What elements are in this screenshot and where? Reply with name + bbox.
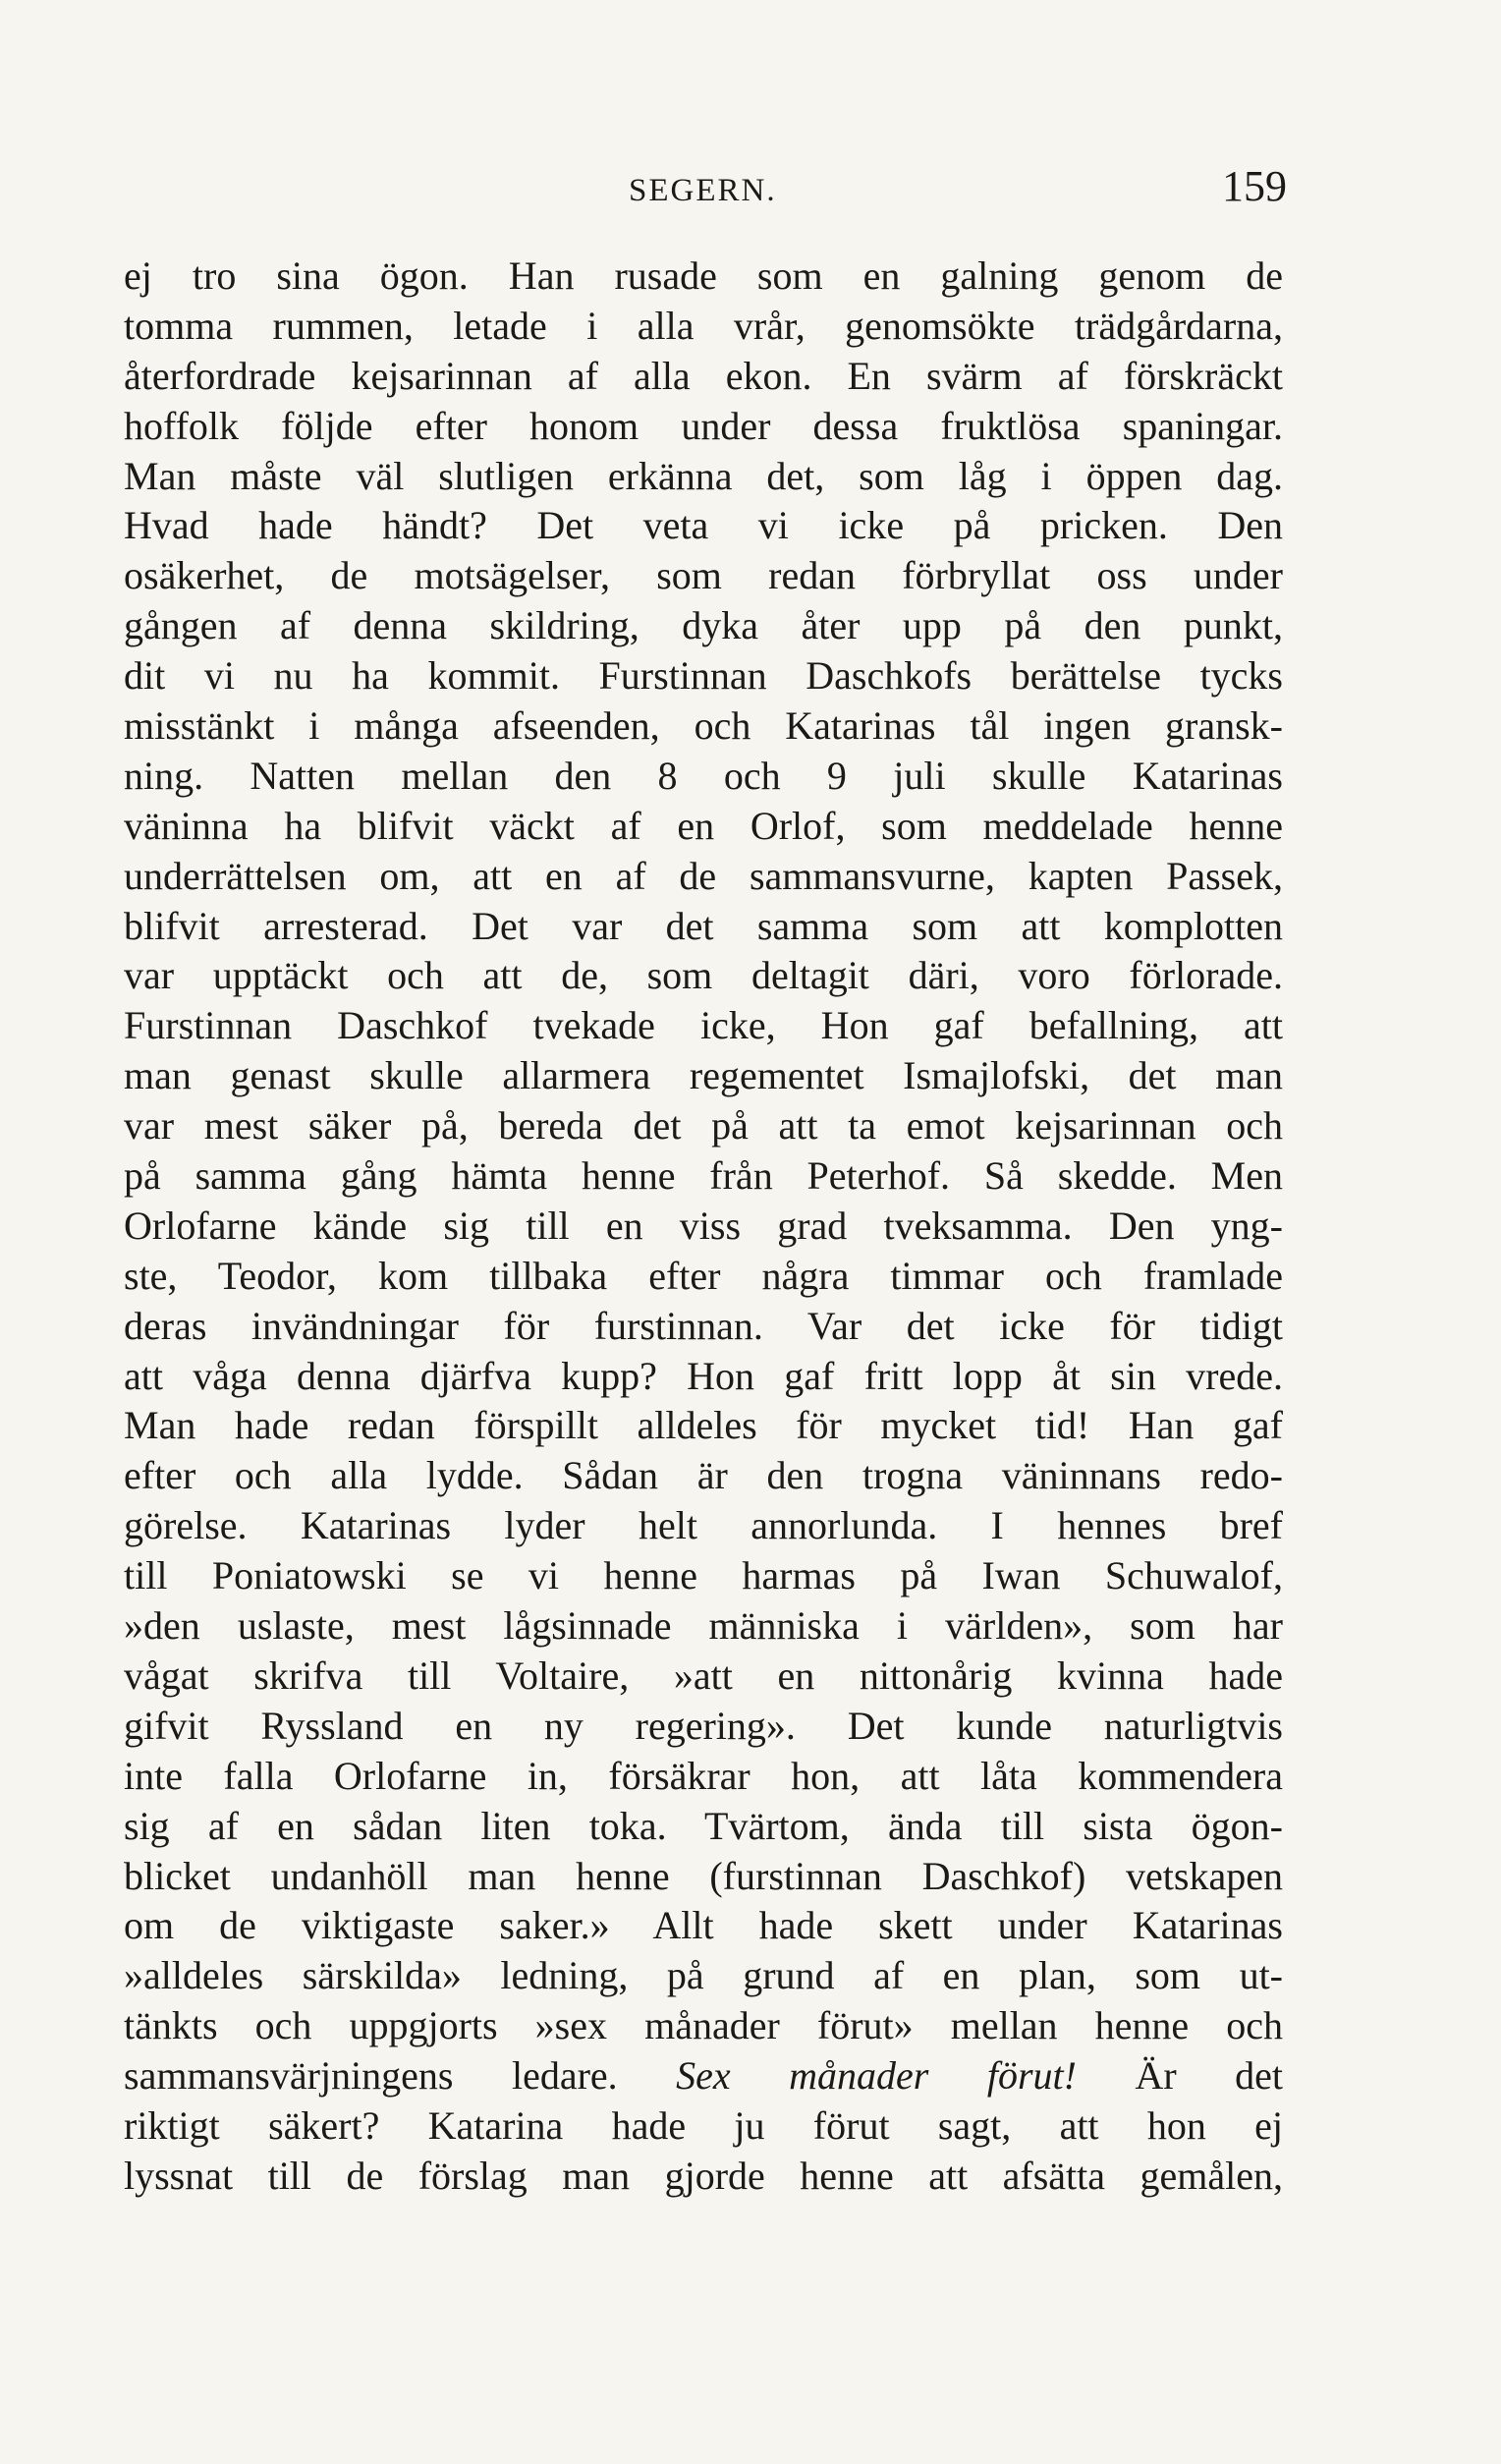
text-line: på samma gång hämta henne från Peterhof. Så skedde. Men	[124, 1153, 1283, 1199]
text-line: att våga denna djärfva kupp? Hon gaf fritt lopp åt sin vrede.	[124, 1353, 1283, 1398]
text-segment: Är det	[1135, 2053, 1283, 2099]
text-line: väninna ha blifvit väckt af en Orlof, som meddelade henne	[124, 803, 1283, 848]
text-line: blifvit arresterad. Det var det samma som att komplotten	[124, 903, 1283, 948]
text-line: var upptäckt och att de, som deltagit däri, voro förlorade.	[124, 953, 1283, 998]
text-line: vågat skrifva till Voltaire, »att en nittonårig kvinna hade	[124, 1652, 1283, 1698]
text-line: deras invändningar för furstinnan. Var det icke för tidigt	[124, 1303, 1283, 1348]
text-line: tomma rummen, letade i alla vrår, genomsökte trädgårdarna,	[124, 303, 1283, 348]
text-line: Man hade redan förspillt alldeles för mycket tid! Han gaf	[124, 1403, 1283, 1448]
text-line: sig af en sådan liten toka. Tvärtom, ända till sista ögon-	[124, 1803, 1283, 1848]
text-line: blicket undanhöll man henne (furstinnan Daschkof) vetskapen	[124, 1853, 1283, 1898]
text-line: var mest säker på, bereda det på att ta emot kejsarinnan och	[124, 1103, 1283, 1148]
italic-phrase: Sex månader förut!	[676, 2053, 1077, 2099]
text-line: inte falla Orlofarne in, försäkrar hon, att låta kommendera	[124, 1753, 1283, 1798]
text-line: gifvit Ryssland en ny regering». Det kunde naturligtvis	[124, 1703, 1283, 1748]
text-line	[124, 2051, 1283, 2101]
text-line: ning. Natten mellan den 8 och 9 juli skulle Katarinas	[124, 753, 1283, 798]
page-number: 159	[1222, 162, 1287, 210]
text-line: »den uslaste, mest lågsinnade människa i världen», som har	[124, 1603, 1283, 1649]
text-line: lyssnat till de förslag man gjorde henne att afsätta gemålen,	[124, 2153, 1283, 2198]
text-line: Hvad hade händt? Det veta vi icke på pricken. Den	[124, 503, 1283, 548]
text-line: efter och alla lydde. Sådan är den trogna väninnans redo-	[124, 1453, 1283, 1498]
text-line: misstänkt i många afseenden, och Katarinas tål ingen gransk-	[124, 703, 1283, 749]
text-segment: sammansvärjningens ledare.	[124, 2053, 618, 2099]
text-line: återfordrade kejsarinnan af alla ekon. En svärm af förskräckt	[124, 353, 1283, 398]
text-line: man genast skulle allarmera regementet Ismajlofski, det man	[124, 1053, 1283, 1098]
text-line: tänkts och uppgjorts »sex månader förut» mellan henne och	[124, 2003, 1283, 2048]
text-line: riktigt säkert? Katarina hade ju förut sagt, att hon ej	[124, 2102, 1283, 2148]
text-line: »alldeles särskilda» ledning, på grund af en plan, som ut-	[124, 1953, 1283, 1998]
text-line: om de viktigaste saker.» Allt hade skett under Katarinas	[124, 1903, 1283, 1948]
running-head: SEGERN.	[629, 173, 777, 208]
body-text	[124, 252, 1283, 2202]
text-line: ej tro sina ögon. Han rusade som en galning genom de	[124, 253, 1283, 298]
text-line: ste, Teodor, kom tillbaka efter några timmar och framlade	[124, 1253, 1283, 1298]
text-line: Orlofarne kände sig till en viss grad tveksamma. Den yng-	[124, 1203, 1283, 1248]
text-line: görelse. Katarinas lyder helt annorlunda. I hennes bref	[124, 1503, 1283, 1548]
text-line: gången af denna skildring, dyka åter upp på den punkt,	[124, 603, 1283, 648]
text-line: Man måste väl slutligen erkänna det, som låg i öppen dag.	[124, 453, 1283, 498]
text-line: osäkerhet, de motsägelser, som redan förbryllat oss under	[124, 553, 1283, 598]
text-line: underrättelsen om, att en af de sammansvurne, kapten Passek,	[124, 853, 1283, 898]
text-line: till Poniatowski se vi henne harmas på Iwan Schuwalof,	[124, 1553, 1283, 1598]
text-line: dit vi nu ha kommit. Furstinnan Daschkofs berättelse tycks	[124, 653, 1283, 699]
text-line: Furstinnan Daschkof tvekade icke, Hon gaf befallning, att	[124, 1003, 1283, 1048]
text-line: hoffolk följde efter honom under dessa fruktlösa spaningar.	[124, 403, 1283, 448]
